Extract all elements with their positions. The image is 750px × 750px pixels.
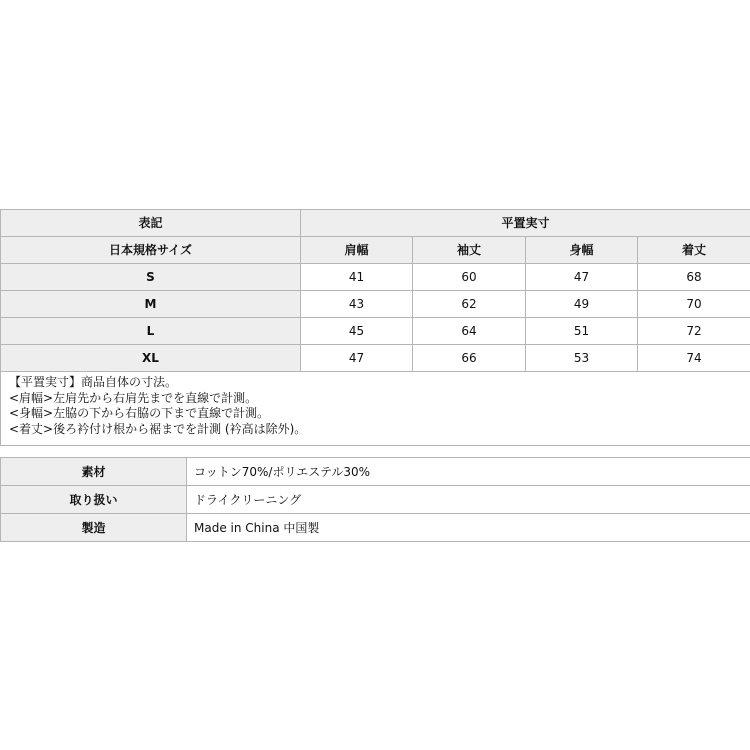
table-row bbox=[1, 514, 750, 542]
column-header-length: 着丈 bbox=[638, 237, 750, 264]
table-row bbox=[1, 291, 750, 318]
table-cell: 43 bbox=[301, 291, 413, 318]
size-table-column-row bbox=[1, 237, 750, 264]
table-cell: 74 bbox=[638, 345, 750, 372]
column-header-shoulder: 肩幅 bbox=[301, 237, 413, 264]
label-header: 表記 bbox=[1, 210, 301, 237]
table-cell: 64 bbox=[413, 318, 526, 345]
size-notes bbox=[1, 372, 750, 446]
table-row bbox=[1, 458, 750, 486]
note-line: <身幅>左脇の下から右脇の下まで直線で計測。 bbox=[9, 406, 270, 420]
table-row bbox=[1, 264, 750, 291]
table-cell: 68 bbox=[638, 264, 750, 291]
table-row bbox=[1, 318, 750, 345]
column-header-width: 身幅 bbox=[526, 237, 638, 264]
size-label: L bbox=[1, 318, 301, 345]
size-table bbox=[0, 209, 750, 446]
note-line: <肩幅>左肩先から右肩先までを直線で計測。 bbox=[9, 390, 258, 405]
material-value: コットン70%/ポリエステル30% bbox=[187, 458, 750, 486]
product-info-table bbox=[0, 457, 750, 542]
table-cell: 45 bbox=[301, 318, 413, 345]
table-cell: 60 bbox=[413, 264, 526, 291]
size-label: XL bbox=[1, 345, 301, 372]
material-label: 素材 bbox=[1, 458, 187, 486]
size-label: S bbox=[1, 264, 301, 291]
table-cell: 47 bbox=[301, 345, 413, 372]
size-notes-row bbox=[1, 372, 750, 446]
note-line: <着丈>後ろ衿付け根から裾までを計測 (衿高は除外)。 bbox=[9, 421, 307, 436]
column-header-sleeve: 袖丈 bbox=[413, 237, 526, 264]
table-cell: 41 bbox=[301, 264, 413, 291]
table-cell: 70 bbox=[638, 291, 750, 318]
table-cell: 53 bbox=[526, 345, 638, 372]
table-cell: 51 bbox=[526, 318, 638, 345]
table-cell: 49 bbox=[526, 291, 638, 318]
care-value: ドライクリーニング bbox=[187, 486, 750, 514]
table-cell: 47 bbox=[526, 264, 638, 291]
size-standard-header: 日本規格サイズ bbox=[1, 237, 301, 264]
table-cell: 66 bbox=[413, 345, 526, 372]
size-label: M bbox=[1, 291, 301, 318]
care-label: 取り扱い bbox=[1, 486, 187, 514]
table-cell: 62 bbox=[413, 291, 526, 318]
table-row bbox=[1, 345, 750, 372]
table-row bbox=[1, 486, 750, 514]
table-cell: 72 bbox=[638, 318, 750, 345]
note-line: 【平置実寸】商品自体の寸法。 bbox=[9, 375, 178, 389]
origin-value: Made in China 中国製 bbox=[187, 514, 750, 542]
measure-group-header: 平置実寸 bbox=[301, 210, 750, 237]
size-table-header-row bbox=[1, 210, 750, 237]
origin-label: 製造 bbox=[1, 514, 187, 542]
